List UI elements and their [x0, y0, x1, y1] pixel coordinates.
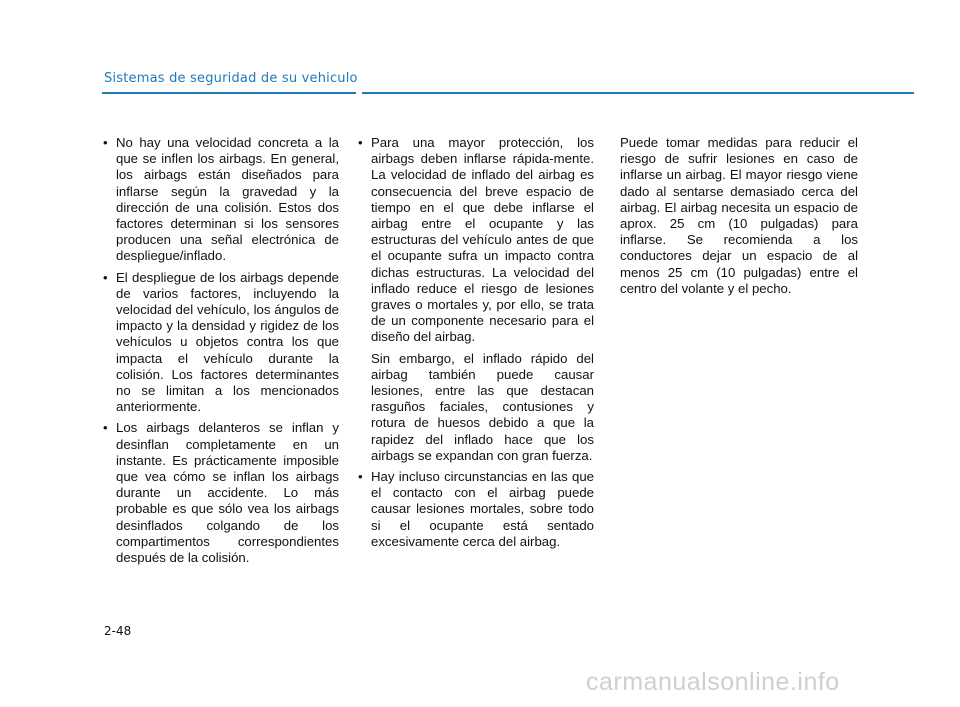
list-item [358, 469, 594, 550]
list-item [103, 135, 339, 265]
bullet-icon: • [358, 135, 363, 150]
list-item-continuation: Sin embargo, el inflado rápido del airbag también puede causar lesiones, entre las que destacan rasguños faciales, contusiones y rotura de huesos debido a que la rapidez del inflado hace que los airbags se expandan con gran fuerza. [371, 350, 594, 463]
section-title: Sistemas de seguridad de su vehiculo [104, 71, 358, 86]
column-2 [358, 135, 594, 555]
bullet-list-3 [358, 469, 594, 550]
bullet-list-2 [358, 135, 594, 346]
list-item [103, 420, 339, 566]
watermark: carmanualsonline.info [586, 668, 840, 696]
column-3 [620, 135, 858, 302]
list-item-text: Los airbags delanteros se inflan y desinflan completamente en un instante. Es prácticamente imposible que vea cómo se inflan los airbags durante un accidente. Lo más probable es que sólo vea los airbags desinflados colgando de los compartimentos correspondientes después de la colisión. [116, 420, 339, 566]
column-1 [103, 135, 339, 571]
body-paragraph: Puede tomar medidas para reducir el riesgo de sufrir lesiones en caso de inflarse un airbag. El mayor riesgo viene dado al sentarse demasiado cerca del airbag. El airbag necesita un espacio de aprox. 25 cm (10 pulgadas) para inflarse. Se recomienda a los conductores dejar un espacio de al menos 25 cm (10 pulgadas) entre el centro del volante y el pecho. [620, 135, 858, 296]
list-item-text: Para una mayor protección, los airbags deben inflarse rápida-mente. La velocidad de inflado del airbag es consecuencia del breve espacio de tiempo en el que debe inflarse el airbag entre el ocupante y las estructuras del vehículo antes de que el ocupante sufra un impacto contra dichas estructuras. La velocidad del inflado reduce el riesgo de lesiones graves o mortales y, por ello, se trata de un componente necesario para el diseño del airbag. [371, 135, 594, 345]
list-item [103, 270, 339, 416]
bullet-icon: • [103, 135, 108, 150]
list-item-text: El despliegue de los airbags depende de varios factores, incluyendo la velocidad del vehículo, los ángulos de impacto y la densidad y rigidez de los vehículos u objetos contra los que impacta el vehículo durante la colisión. Los factores determinantes no se limitan a los mencionados anteriormente. [116, 269, 339, 415]
bullet-icon: • [358, 469, 363, 485]
bullet-list-1 [103, 135, 339, 566]
list-item [358, 135, 594, 346]
header-divider [102, 92, 914, 94]
page-number: 2-48 [104, 624, 132, 638]
list-item-text: Hay incluso circunstancias en las que el contacto con el airbag puede causar lesiones mortales, sobre todo si el ocupante está sentado excesivamente cerca del airbag. [371, 469, 594, 549]
header-divider-gap [356, 89, 362, 94]
list-item-text: No hay una velocidad concreta a la que se inflen los airbags. En general, los airbags están diseñados para inflarse según la gravedad y la dirección de una colisión. Estos dos factores determinan si los sensores producen una señal electrónica de despliegue/inflado. [116, 135, 339, 264]
bullet-icon: • [103, 420, 108, 436]
bullet-icon: • [103, 269, 108, 285]
